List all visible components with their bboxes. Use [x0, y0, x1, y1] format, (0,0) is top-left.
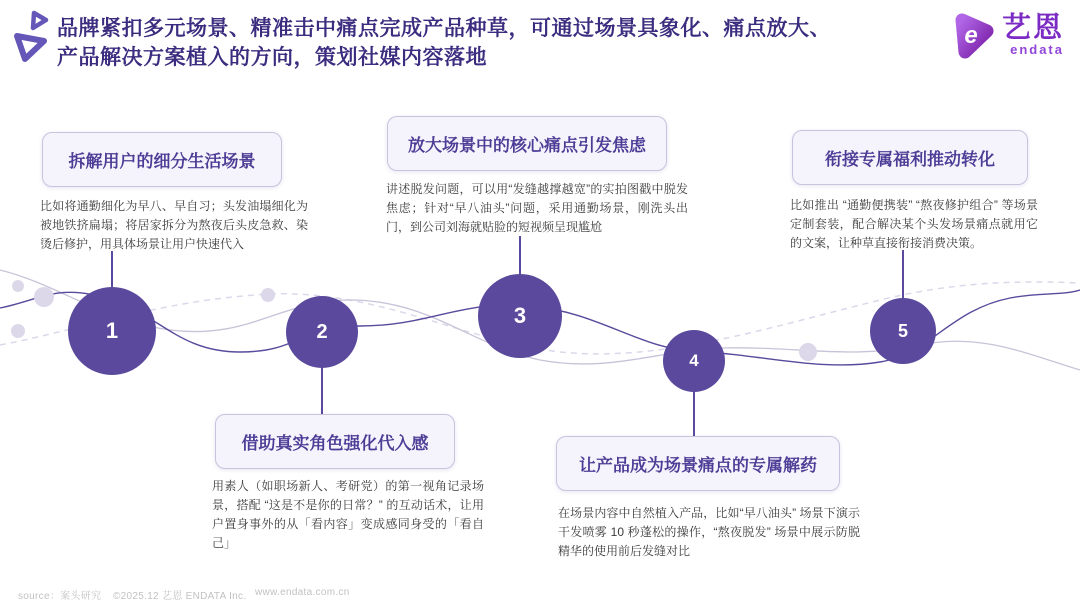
step-3-connector — [519, 236, 521, 278]
footer-source: source：案头研究 — [18, 591, 102, 602]
step-1-connector — [111, 251, 113, 291]
step-2-circle: 2 — [286, 296, 358, 368]
step-3-description: 讲述脱发问题，可以用“发缝越撑越宽”的实拍图戳中脱发焦虑；针对“早八油头”问题，采用通勤场景，刚洗头出门，到公司刘海就贴脸的短视频呈现尴尬 — [386, 182, 688, 234]
double-triangle-icon — [8, 6, 54, 66]
step-2-title-box — [215, 414, 455, 469]
step-3-title: 放大场景中的核心痛点引发焦虑 — [408, 136, 646, 155]
step-5-circle: 5 — [870, 298, 936, 364]
step-1-circle: 1 — [68, 287, 156, 375]
logo-name-en: endata — [1010, 42, 1064, 57]
step-5-title: 衔接专属福利推动转化 — [825, 150, 995, 169]
step-5-description: 比如推出 “通勤便携装” “熬夜修护组合” 等场景定制套装，配合解决某个头发场景痛点就用它的文案，让种草直接衔接消费决策。 — [790, 198, 1038, 250]
endata-e-icon — [946, 10, 996, 60]
step-3-circle: 3 — [478, 274, 562, 358]
step-4-circle: 4 — [663, 330, 725, 392]
step-5-title-box — [792, 130, 1028, 185]
step-4-title-box — [556, 436, 840, 491]
step-5-connector — [902, 250, 904, 302]
step-1-title: 拆解用户的细分生活场景 — [68, 152, 256, 171]
endata-logo — [946, 10, 1064, 60]
logo-name-cn: 艺恩 — [1001, 12, 1064, 44]
logo-text — [1002, 13, 1064, 57]
svg-text:e: e — [964, 22, 978, 49]
step-4-title: 让产品成为场景痛点的专属解药 — [579, 456, 817, 475]
step-3-title-box — [387, 116, 667, 171]
page-title — [57, 14, 957, 72]
step-2-title: 借助真实角色强化代入感 — [241, 434, 429, 453]
step-1-description: 比如将通勤细化为早八、早自习；头发油塌细化为被地铁挤扁塌；将居家拆分为熬夜后头皮急救、染烫后修护，用具体场景让用户快速代入 — [40, 199, 308, 251]
footer-website: www.endata.com.cn — [255, 587, 350, 598]
footer-copyright: ©2025.12 艺恩 ENDATA Inc. — [113, 591, 247, 602]
step-4-connector — [693, 390, 695, 437]
page-title-line-1: 品牌紧扣多元场景、精准击中痛点完成产品种草，可通过场景具象化、痛点放大、 — [57, 17, 831, 40]
step-4-description: 在场景内容中自然植入产品，比如“早八油头” 场景下演示干发喷雾 10 秒蓬松的操作，“熬夜脱发” 场景中展示防脱精华的使用前后发缝对比 — [558, 506, 860, 558]
step-1-title-box — [42, 132, 282, 187]
step-2-description: 用素人（如职场新人、考研党）的第一视角记录场景，搭配 “这是不是你的日常？” 的互动话术，让用户置身事外的从「看内容」变成感同身受的「看自己」 — [212, 479, 484, 550]
page-title-line-2: 产品解决方案植入的方向，策划社媒内容落地 — [57, 46, 487, 69]
step-2-connector — [321, 366, 323, 415]
